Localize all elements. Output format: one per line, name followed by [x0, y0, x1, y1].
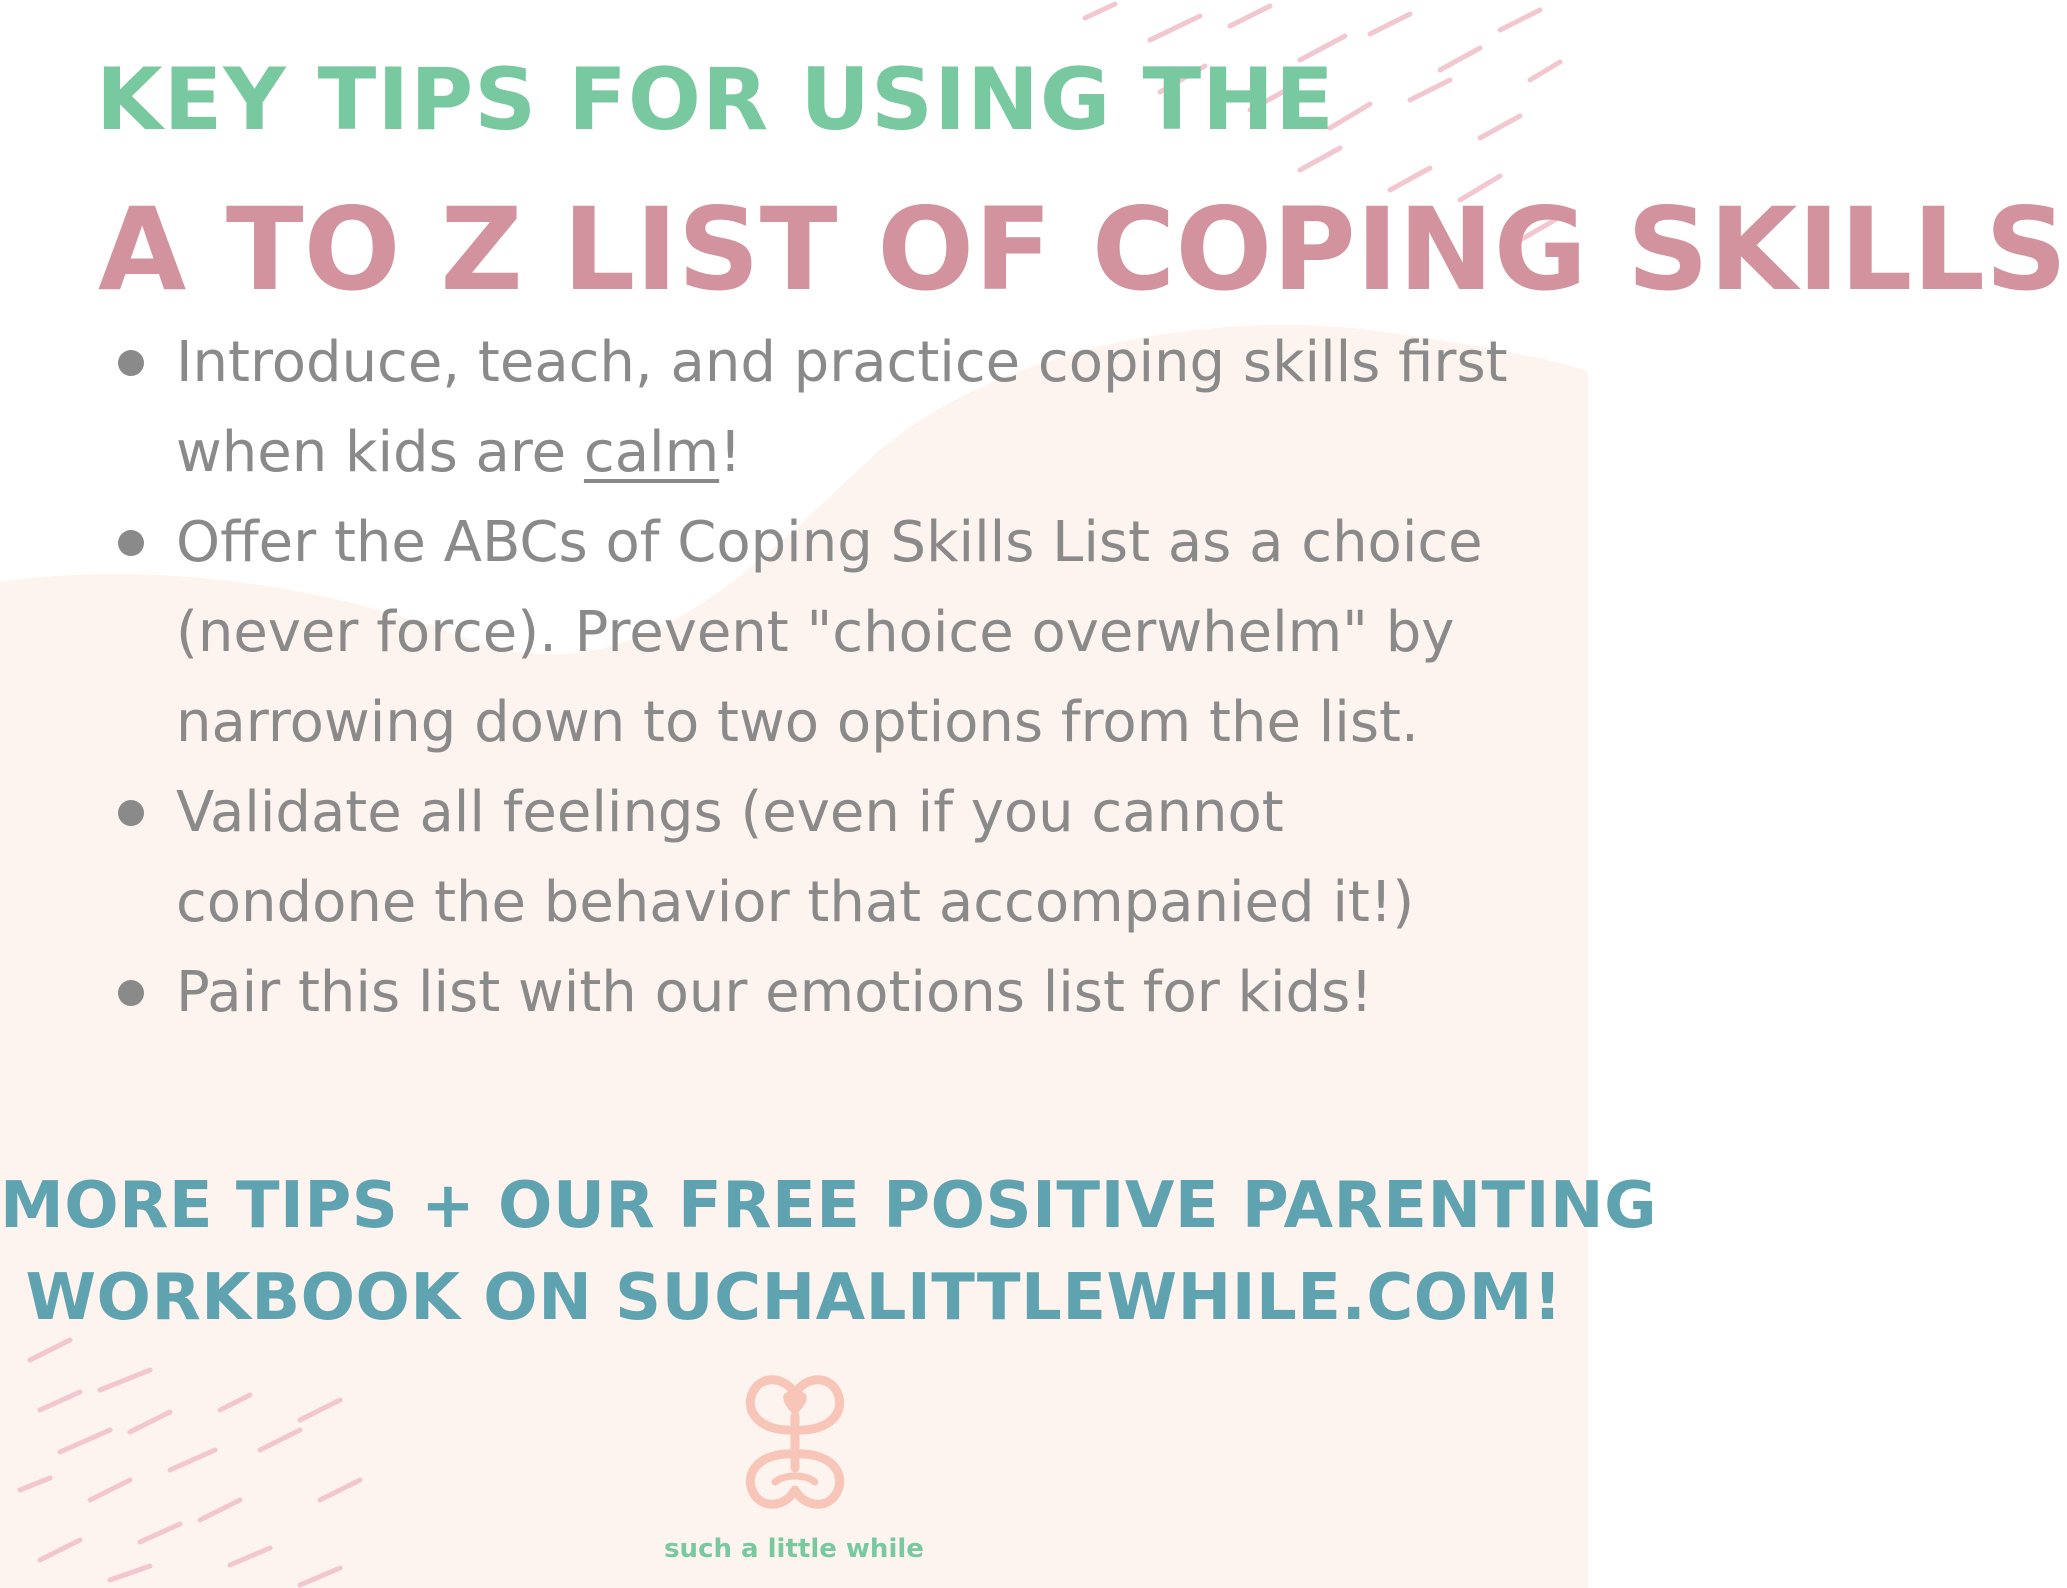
decorative-dash [1440, 48, 1480, 70]
page-title: A TO Z LIST OF COPING SKILLS [98, 183, 2067, 316]
tip-text: Introduce, teach, and practice coping skills first when kids are [176, 330, 1508, 485]
tip-underlined-word: calm [583, 420, 720, 485]
bullet-icon [118, 350, 144, 376]
decorative-dash [1370, 14, 1410, 34]
tips-list [110, 318, 1510, 1038]
tip-text: Validate all feelings (even if you cannot condone the behavior that accompanied it!) [176, 780, 1415, 935]
decorative-dash [1410, 80, 1450, 100]
cta-line-2: WORKBOOK ON SUCHALITTLEWHILE.COM! [25, 1261, 1563, 1335]
brand-name: such a little while [664, 1534, 924, 1564]
tip-item [110, 768, 1510, 948]
decorative-dash [1150, 16, 1200, 40]
bullet-icon [118, 800, 144, 826]
tip-text: Offer the ABCs of Coping Skills List as a choice (never force). Prevent "choice overwhelm" by narrowing down to two options from the list. [176, 510, 1483, 755]
decorative-dash [1530, 62, 1560, 80]
tip-item [110, 318, 1510, 498]
decorative-dash [1300, 148, 1340, 170]
decorative-dash [1330, 104, 1370, 128]
decorative-dash [1085, 4, 1115, 18]
heart-knot-icon [740, 1372, 850, 1512]
bullet-icon [118, 980, 144, 1006]
decorative-dash [1230, 6, 1270, 26]
decorative-dash [1480, 116, 1520, 138]
call-to-action [0, 1160, 1658, 1344]
tip-text-end: ! [719, 420, 742, 485]
tip-item [110, 498, 1510, 768]
tip-text: Pair this list with our emotions list for kids! [176, 960, 1373, 1025]
cta-line-1: MORE TIPS + OUR FREE POSITIVE PARENTING [0, 1169, 1658, 1243]
kicker-heading: KEY TIPS FOR USING THE [96, 50, 1335, 150]
tip-item [110, 948, 1510, 1038]
decorative-dash [1500, 10, 1540, 30]
bullet-icon [118, 530, 144, 556]
